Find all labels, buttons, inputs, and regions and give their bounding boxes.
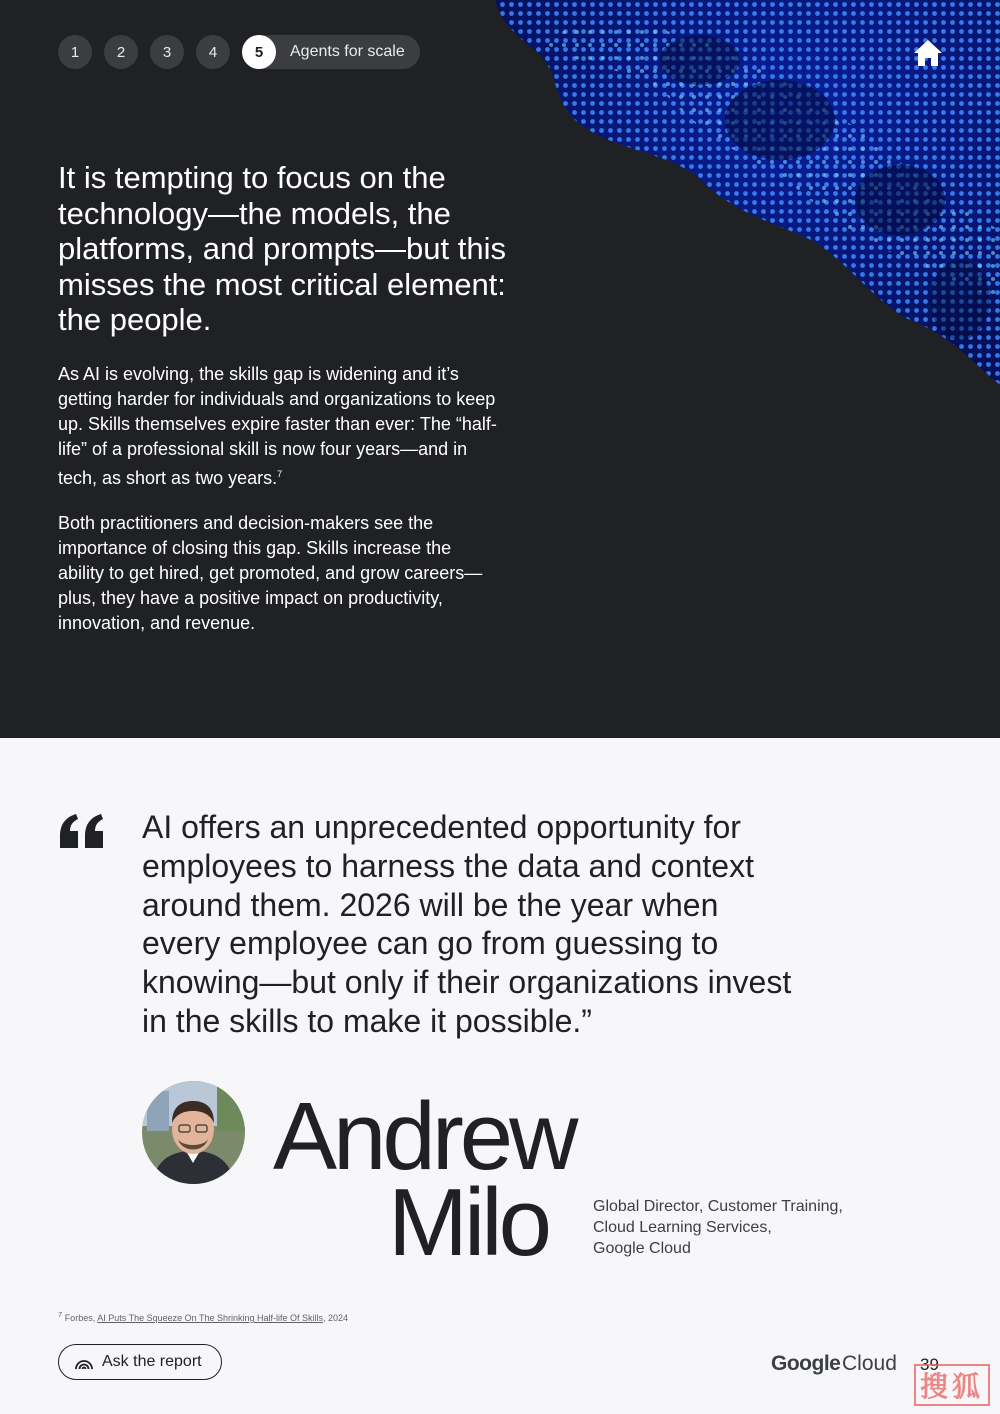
nav-item-1[interactable]: 1 [58,35,92,69]
intro-paragraph-1 [58,362,498,491]
author-title [593,1196,843,1259]
author-last-name: Milo [388,1169,549,1276]
nav-item-2[interactable]: 2 [104,35,138,69]
nav-item-5-active[interactable] [242,35,420,69]
ask-the-report-button[interactable] [58,1344,222,1380]
author-first-name: Andrew [273,1083,575,1190]
footnote-number: 7 [58,1310,63,1319]
brand-cloud: Cloud [842,1352,897,1375]
author-title-line-1: Global Director, Customer Training, [593,1198,843,1215]
footnote [58,1310,348,1323]
pull-quote: AI offers an unprecedented opportunity for employees to harness the data and context around them. 2026 will be the year when every employee can go from guessing to knowing—but only if their organizations invest in the skills to make it possible.” [142,809,792,1039]
section-nav [58,35,420,69]
page-number: 39 [920,1355,939,1374]
brand-google: Google [771,1352,841,1375]
intro-paragraph-1-text: As AI is evolving, the skills gap is widening and it’s getting harder for individuals and organizations to keep up. Skills themselves expire faster than ever: The “half-life” of a professional skill is now four years—and in tech, as short as two years. [58,364,497,488]
nav-item-3[interactable]: 3 [150,35,184,69]
watermark-stamp-text: 搜狐 [919,1371,984,1402]
intro-paragraph-2: Both practitioners and decision-makers see the importance of closing this gap. Skills increase the ability to get hired, get promoted, and grow careers—plus, they have a positive impact on productivity, innovation, and revenue. [58,513,483,633]
watermark-stamp [914,1364,990,1406]
author-avatar [142,1081,245,1184]
footnote-year: , 2024 [323,1313,349,1323]
quote-mark-icon [58,812,106,850]
home-icon[interactable] [912,38,944,68]
nav-active-number: 5 [242,35,276,69]
nav-active-label: Agents for scale [290,43,405,60]
nav-item-4[interactable]: 4 [196,35,230,69]
footnote-ref: 7 [277,469,283,479]
author-title-line-3: Google Cloud [593,1240,691,1257]
ask-button-label: Ask the report [102,1353,202,1370]
footnote-link[interactable]: AI Puts The Squeeze On The Shrinking Half-life Of Skills [97,1313,323,1323]
footnote-source: Forbes, [64,1313,96,1323]
author-title-line-2: Cloud Learning Services, [593,1219,772,1236]
rainbow-icon [74,1354,94,1370]
intro-heading: It is tempting to focus on the technology—the models, the platforms, and prompts—but this misses the most critical element: the people. [58,160,506,337]
